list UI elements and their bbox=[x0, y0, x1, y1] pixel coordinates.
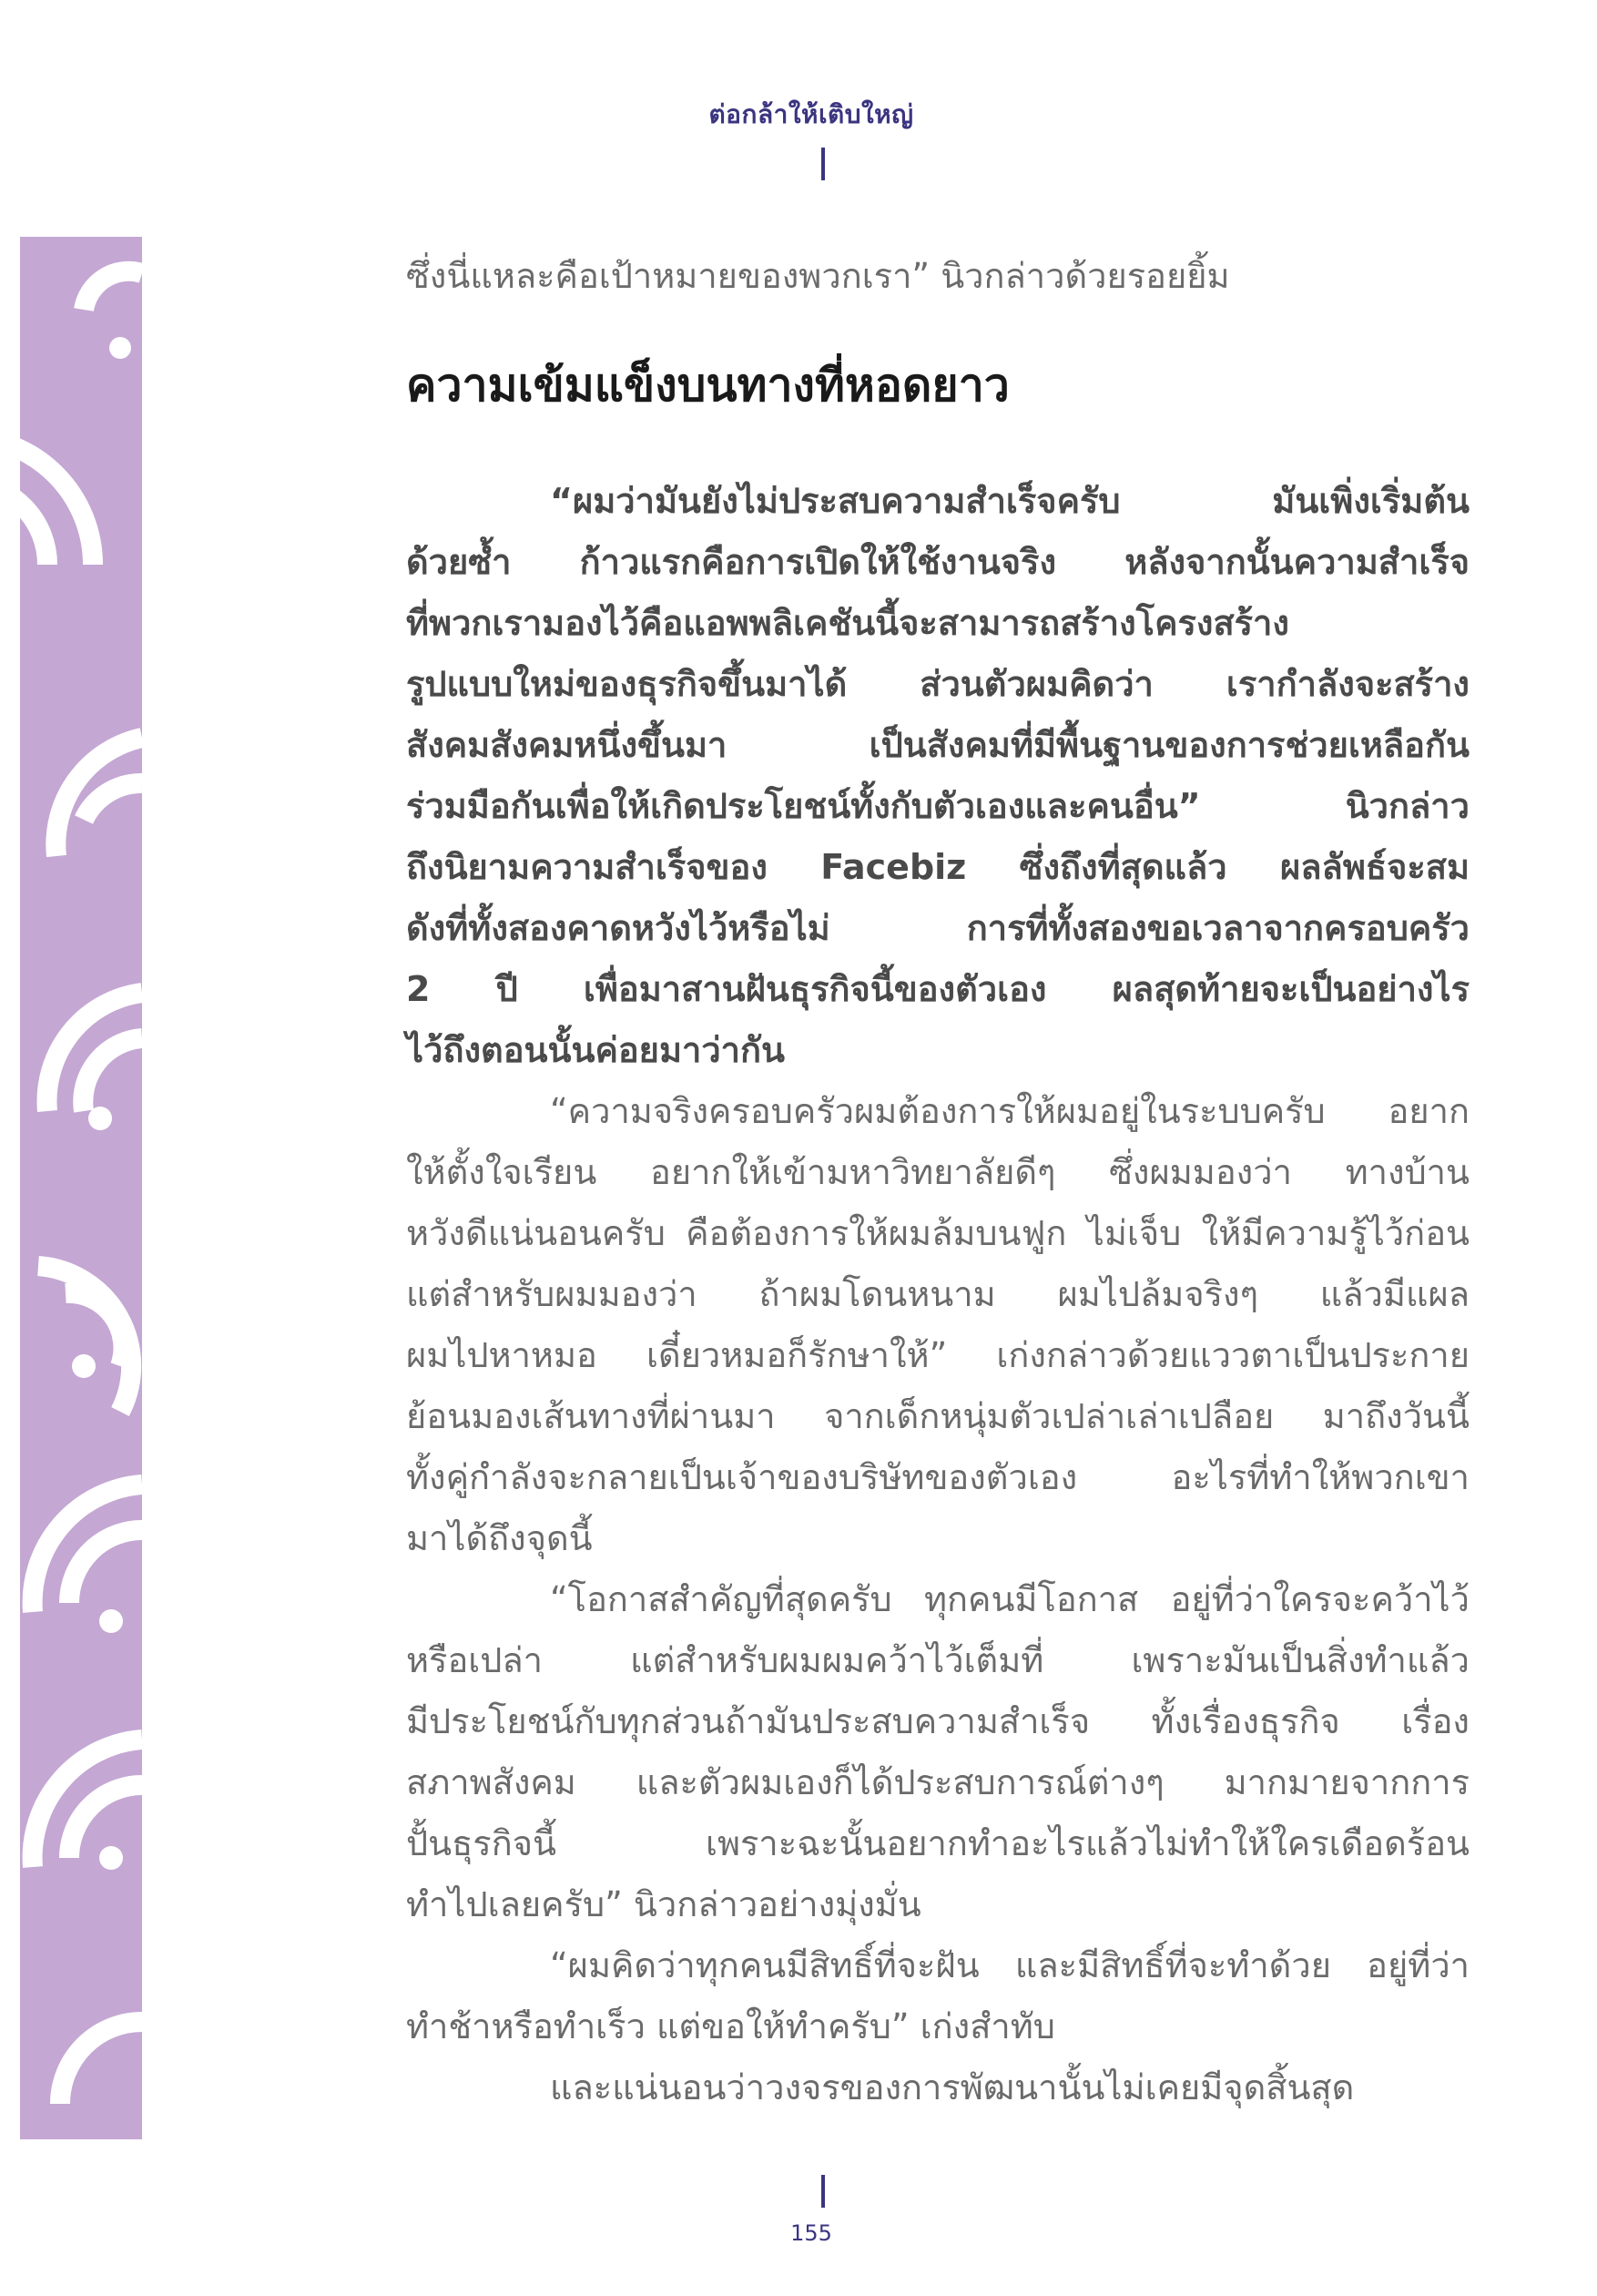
text-line: มีประโยชน์กับทุกส่วนถ้ามันประสบความสำเร็จ ทั้งเรื่องธุรกิจ เรื่อง bbox=[406, 1701, 1470, 1741]
text-line: ทั้งคู่กำลังจะกลายเป็นเจ้าของบริษัทของตัวเอง อะไรที่ทำให้พวกเขา bbox=[406, 1457, 1470, 1497]
section-heading: ความเข้มแข็งบนทางที่หอดยาว bbox=[406, 359, 1010, 412]
paragraph-5 bbox=[406, 2057, 1470, 2118]
signal-arc-icon bbox=[33, 1485, 142, 1633]
paragraph-2 bbox=[406, 1081, 1470, 1569]
page-number: 155 bbox=[790, 2220, 832, 2246]
text-line: สังคมสังคมหนึ่งขึ้นมา เป็นสังคมที่มีพื้นฐานของการช่วยเหลือกัน bbox=[406, 725, 1470, 765]
opening-line: ซึ่งนี่แหละคือเป้าหมายของพวกเรา” นิวกล่าวด้วยรอยยิ้ม bbox=[406, 256, 1230, 296]
text-line: ด้วยซ้ำ ก้าวแรกคือการเปิดให้ใช้งานจริง หลังจากนั้นความสำเร็จ bbox=[406, 542, 1470, 582]
text-line: ปั้นธุรกิจนี้ เพราะฉะนั้นอยากทำอะไรแล้วไม่ทำให้ใครเดือดร้อน bbox=[406, 1823, 1470, 1863]
text-line: “ความจริงครอบครัวผมต้องการให้ผมอยู่ในระบบครับ อยาก bbox=[550, 1091, 1470, 1131]
text-line: ที่พวกเรามองไว้คือแอพพลิเคชันนี้จะสามารถสร้างโครงสร้าง bbox=[406, 603, 1289, 643]
signal-arc-icon bbox=[84, 271, 142, 359]
paragraph-1 bbox=[406, 471, 1470, 1081]
running-head: ต่อกล้าให้เติบใหญ่ bbox=[708, 99, 914, 129]
text-line: รูปแบบใหม่ของธุรกิจขึ้นมาได้ ส่วนตัวผมคิดว่า เรากำลังจะสร้าง bbox=[406, 664, 1470, 704]
article-body bbox=[406, 246, 1470, 2118]
text-line: ย้อนมองเส้นทางที่ผ่านมา จากเด็กหนุ่มตัวเปล่าเล่าเปลือย มาถึงวันนี้ bbox=[406, 1396, 1470, 1436]
text-line: แต่สำหรับผมมองว่า ถ้าผมโดนหนาม ผมไปล้มจริงๆ แล้วมีแผล bbox=[406, 1274, 1470, 1314]
signal-arc-icon bbox=[56, 738, 142, 856]
signal-arc-icon bbox=[33, 1740, 142, 1870]
decorative-side-band bbox=[20, 237, 142, 2139]
paragraph-4 bbox=[406, 1935, 1470, 2057]
text-line: ให้ตั้งใจเรียน อยากให้เข้ามหาวิทยาลัยดีๆ ซึ่งผมมองว่า ทางบ้าน bbox=[406, 1152, 1470, 1192]
paragraph-3 bbox=[406, 1569, 1470, 1935]
signal-arc-icon bbox=[20, 437, 93, 585]
text-line: ผมไปหาหมอ เดี๋ยวหมอก็รักษาให้” เก่งกล่าวด้วยแววตาเป็นประกาย bbox=[406, 1335, 1470, 1375]
signal-arc-icon bbox=[46, 993, 142, 1130]
text-line: มาได้ถึงจุดนี้ bbox=[406, 1518, 593, 1558]
text-line: ดังที่ทั้งสองคาดหวังไว้หรือไม่ การที่ทั้งสองขอเวลาจากครอบครัว bbox=[406, 908, 1470, 948]
text-line: หวังดีแน่นอนครับ คือต้องการให้ผมล้มบนฟูก ไม่เจ็บ ให้มีความรู้ไว้ก่อน bbox=[406, 1213, 1470, 1253]
signal-pattern bbox=[20, 237, 142, 2139]
text-line: 2 ปี เพื่อมาสานฝันธุรกิจนี้ของตัวเอง ผลสุดท้ายจะเป็นอย่างไร bbox=[406, 969, 1470, 1009]
text-line: ไว้ถึงตอนนั้นค่อยมาว่ากัน bbox=[406, 1030, 785, 1070]
text-line: “ผมว่ามันยังไม่ประสบความสำเร็จครับ มันเพิ่งเริ่มต้น bbox=[550, 481, 1470, 521]
text-line: “ผมคิดว่าทุกคนมีสิทธิ์ที่จะฝัน และมีสิทธิ์ที่จะทำด้วย อยู่ที่ว่า bbox=[550, 1945, 1470, 1985]
signal-arc-icon bbox=[60, 2022, 142, 2104]
text-line: “โอกาสสำคัญที่สุดครับ ทุกคนมีโอกาส อยู่ที่ว่าใครจะคว้าไว้ bbox=[550, 1579, 1470, 1619]
text-line: ทำไปเลยครับ” นิวกล่าวอย่างมุ่งมั่น bbox=[406, 1884, 921, 1924]
text-line: สภาพสังคม และตัวผมเองก็ได้ประสบการณ์ต่างๆ มากมายจากการ bbox=[406, 1762, 1470, 1802]
text-line: ทำช้าหรือทำเร็ว แต่ขอให้ทำครับ” เก่งสำทับ bbox=[406, 2006, 1055, 2046]
footer-tick-mark bbox=[821, 2175, 825, 2208]
text-line: และแน่นอนว่าวงจรของการพัฒนานั้นไม่เคยมีจุดสิ้นสุด bbox=[550, 2067, 1355, 2107]
signal-arc-icon bbox=[38, 1266, 131, 1412]
text-line: หรือเปล่า แต่สำหรับผมผมคว้าไว้เต็มที่ เพราะมันเป็นสิ่งทำแล้ว bbox=[406, 1640, 1470, 1680]
text-line: ถึงนิยามความสำเร็จของ Facebiz ซึ่งถึงที่สุดแล้ว ผลลัพธ์จะสม bbox=[406, 847, 1470, 887]
header-tick-mark bbox=[821, 148, 825, 180]
text-line: ร่วมมือกันเพื่อให้เกิดประโยชน์ทั้งกับตัวเองและคนอื่น” นิวกล่าว bbox=[406, 786, 1470, 826]
